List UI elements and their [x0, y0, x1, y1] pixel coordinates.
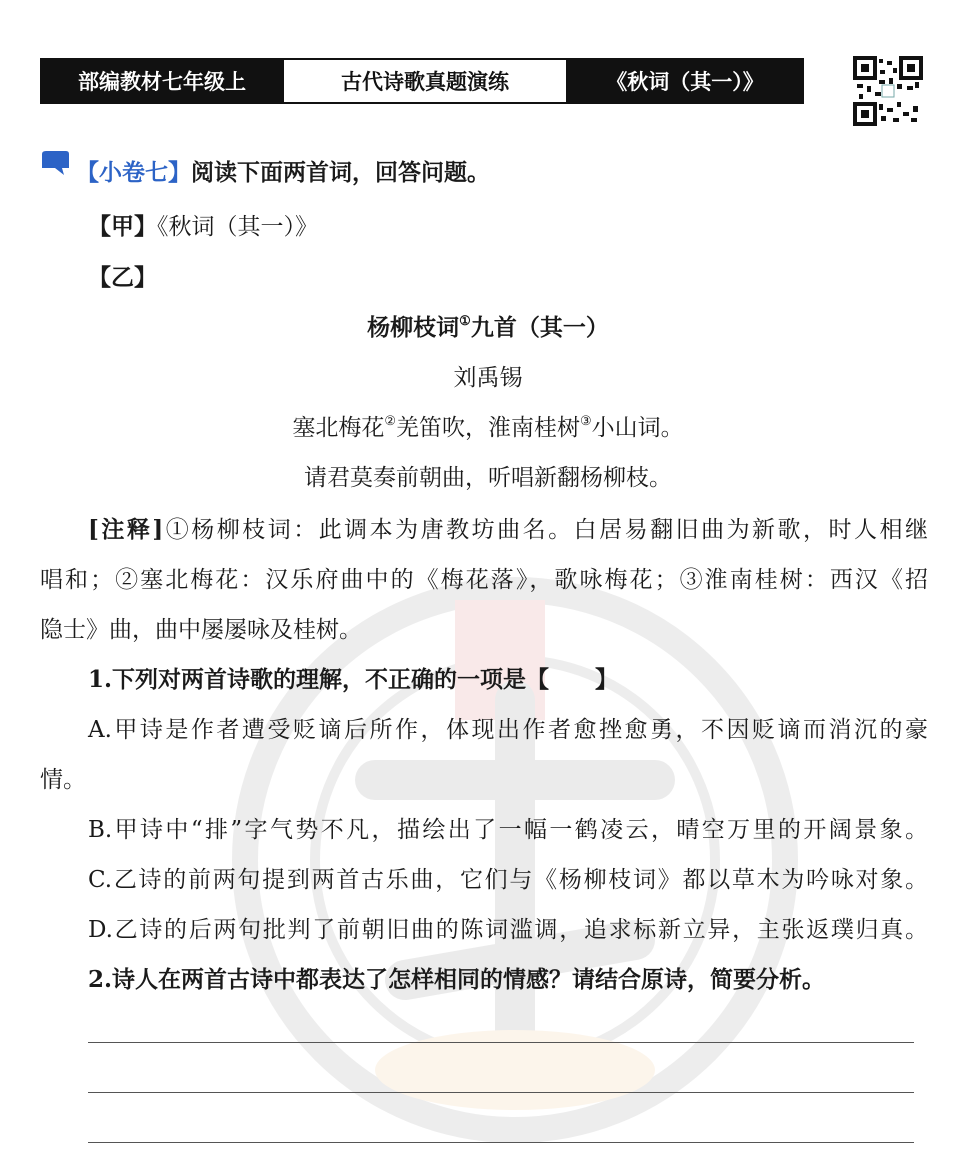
header-topic: 古代诗歌真题演练: [282, 60, 568, 102]
notes-line-1-text: ①杨柳枝词：此调本为唐教坊曲名。白居易翻旧曲为新歌，时人相继: [163, 517, 929, 543]
notes-line-2: 唱和；②塞北梅花：汉乐府曲中的《梅花落》，歌咏梅花；③淮南桂树：西汉《招: [40, 567, 928, 593]
footnote-mark-3: ③: [580, 414, 592, 429]
footnote-mark-2: ②: [384, 414, 396, 429]
answer-line-1[interactable]: [88, 1042, 914, 1043]
notes-line-3: 隐士》曲，曲中屡屡咏及桂树。: [40, 617, 362, 643]
poem-line-2: 请君莫奏前朝曲，听唱新翻杨柳枝。: [304, 465, 672, 491]
option-c: C.乙诗的前两句提到两首古乐曲，它们与《杨柳枝词》都以草木为吟咏对象。: [88, 867, 928, 893]
header-poem-title: 《秋词（其一）》: [568, 60, 802, 102]
option-d: D.乙诗的后两句批判了前朝旧曲的陈词滥调，追求标新立异，主张返璞归真。: [88, 917, 928, 943]
notes-line-1: [88, 515, 928, 545]
poem-line-1-part-c: 小山词。: [591, 415, 684, 441]
poem-title-sub: 九首（其一）: [470, 314, 609, 341]
poem-author: 刘禹锡: [453, 365, 523, 391]
watermark-emblem: [205, 560, 825, 1160]
qr-code-icon[interactable]: [853, 56, 923, 126]
notes-label: [注释]: [88, 516, 164, 543]
section-instruction: 阅读下面两首词，回答问题。: [191, 159, 490, 186]
bookmark-icon: [40, 150, 70, 176]
poem-title: [0, 313, 976, 343]
poem-line-1-part-b: 羌笛吹，淮南桂树: [396, 415, 580, 441]
footnote-mark-1: ①: [459, 314, 471, 329]
question-2-stem: 2.诗人在两首古诗中都表达了怎样相同的情感？请结合原诗，简要分析。: [88, 966, 826, 993]
option-a-line-1: A.甲诗是作者遭受贬谪后所作，体现出作者愈挫愈勇，不因贬谪而消沉的豪: [88, 717, 928, 743]
question-1-stem: 1.下列对两首诗歌的理解，不正确的一项是【 】: [88, 666, 619, 693]
option-b: B.甲诗中“排”字气势不凡，描绘出了一幅一鹤凌云，晴空万里的开阔景象。: [88, 817, 928, 843]
poem-line-1-part-a: 塞北梅花: [292, 415, 385, 441]
poem-jia-title: 《秋词（其一）》: [157, 214, 318, 240]
answer-line-3[interactable]: [88, 1142, 914, 1143]
option-a-line-2: 情。: [40, 767, 86, 793]
poem-jia-line: [88, 212, 318, 242]
poem-line-1: [0, 413, 976, 443]
section-tag: 【小卷七】: [76, 159, 191, 186]
header-grade: 部编教材七年级上: [42, 60, 282, 102]
header-bar: [40, 58, 804, 104]
section-heading: [76, 158, 490, 188]
poem-title-main: 杨柳枝词: [367, 314, 460, 341]
answer-line-2[interactable]: [88, 1092, 914, 1093]
poem-yi-tag: 【乙】: [88, 264, 157, 291]
poem-jia-tag: 【甲】: [88, 213, 157, 240]
